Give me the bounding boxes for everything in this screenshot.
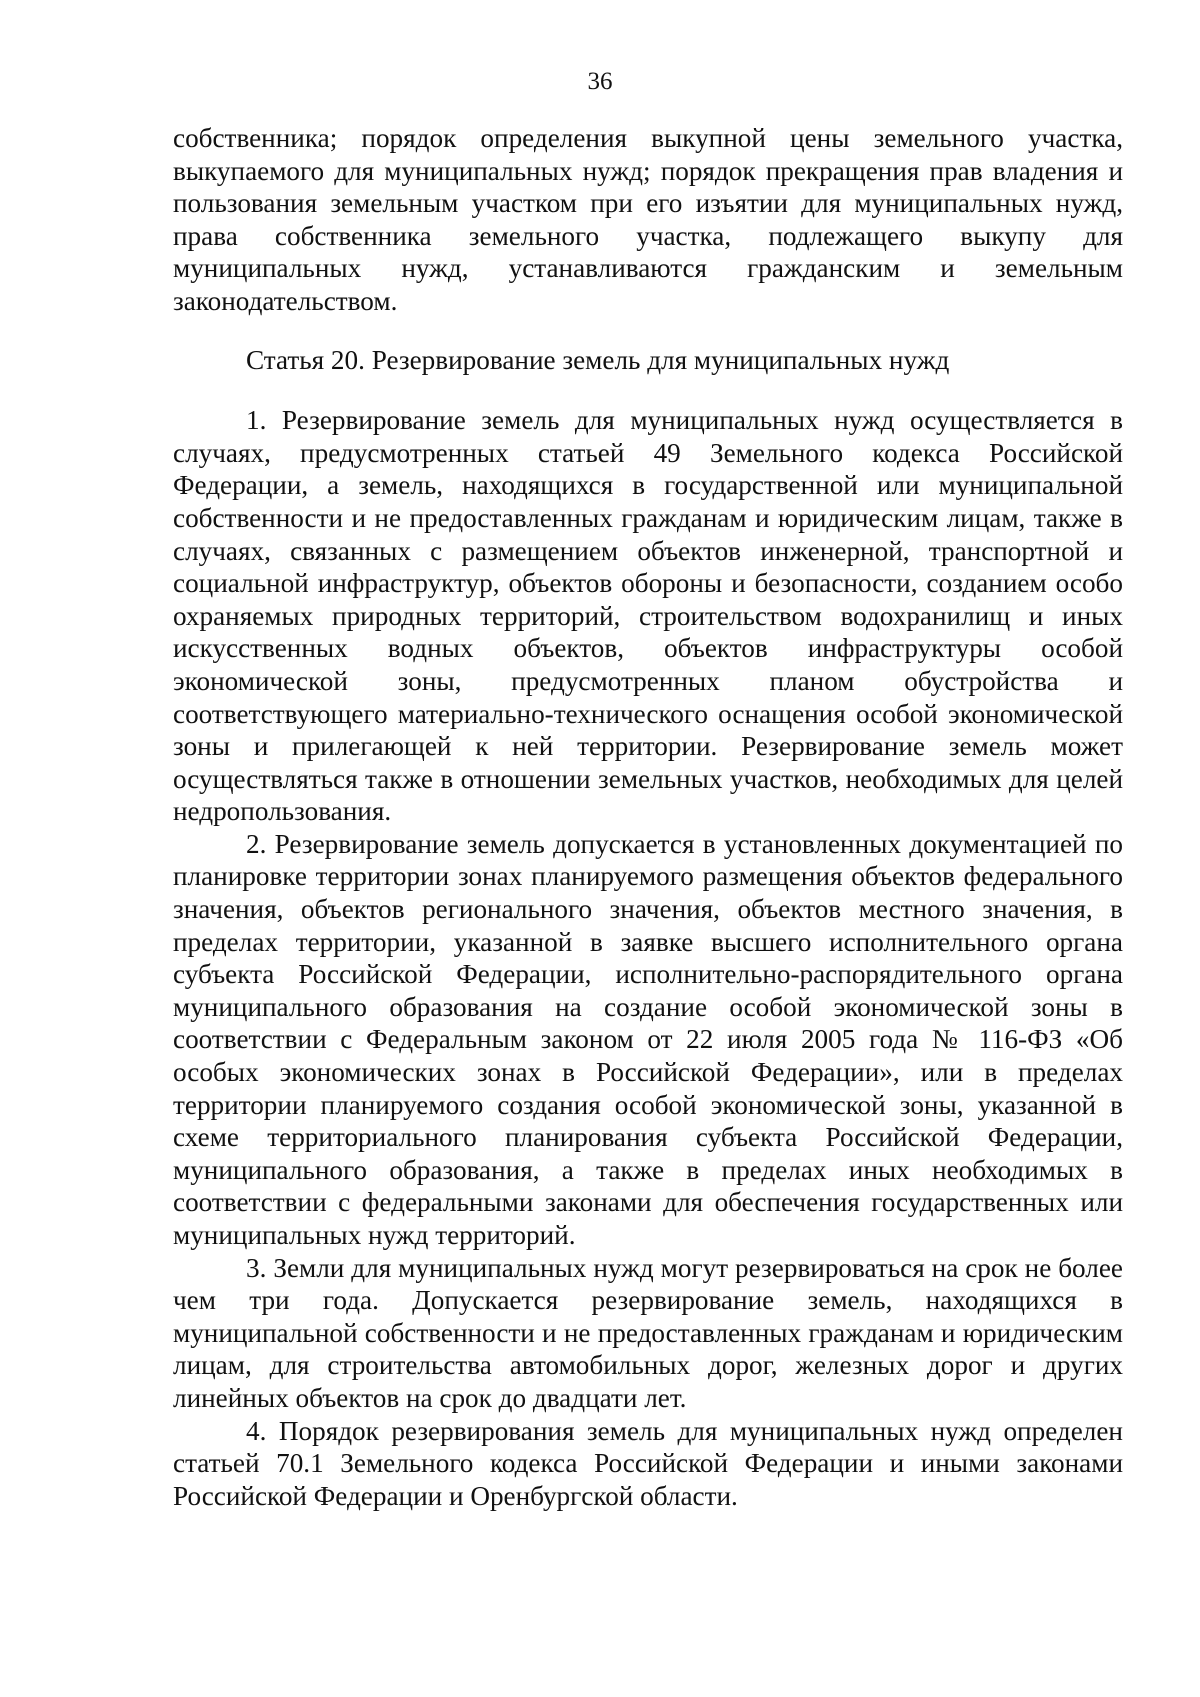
paragraph-4: 4. Порядок резервирования земель для муниципальных нужд определен статьей 70.1 Земельного кодекса Российской Федерации и иными законами Российской Федерации и Оренбургской области. xyxy=(173,1415,1123,1511)
paragraph-continuation: собственника; порядок определения выкупной цены земельного участка, выкупаемого для муниципальных нужд; порядок прекращения прав владения и пользования земельным участком при его изъятии для муниципальных нужд, права собственника земельного участка, подлежащего выкупу для муниципальных нужд, устанавливаются гражданским и земельным законодательством. xyxy=(173,123,1123,316)
paragraph-3: 3. Земли для муниципальных нужд могут резервироваться на срок не более чем три года. Допускается резервирование земель, находящихся в муниципальной собственности и не предоставленных гражданам и юридическим лицам, для строительства автомобильных дорог, железных дорог и других линейных объектов на срок до двадцати лет. xyxy=(173,1252,1123,1413)
document-body xyxy=(173,122,1123,1512)
paragraph-2: 2. Резервирование земель допускается в установленных документацией по планировке территории зонах планируемого размещения объектов федерального значения, объектов регионального значения, объектов местного значения, в пределах территории, указанной в заявке высшего исполнительного органа субъекта Российской Федерации, исполнительно-распорядительного органа муниципального образования на создание особой экономической зоны в соответствии с Федеральным законом от 22 июля 2005 года № 116-ФЗ «Об особых экономических зонах в Российской Федерации», или в пределах территории планируемого создания особой экономической зоны, указанной в схеме территориального планирования субъекта Российской Федерации, муниципального образования, а также в пределах иных необходимых в соответствии с федеральными законами для обеспечения государственных или муниципальных нужд территорий. xyxy=(173,828,1123,1250)
page-number: 36 xyxy=(587,68,613,95)
article-heading: Статья 20. Резервирование земель для муниципальных нужд xyxy=(246,344,950,375)
paragraph-1: 1. Резервирование земель для муниципальных нужд осуществляется в случаях, предусмотренных статьей 49 Земельного кодекса Российской Федерации, а земель, находящихся в государственной или муниципальной собственности и не предоставленных гражданам и юридическим лицам, также в случаях, связанных с размещением объектов инженерной, транспортной и социальной инфраструктур, объектов обороны и безопасности, созданием особо охраняемых природных территорий, строительством водохранилищ и иных искусственных водных объектов, объектов инфраструктуры особой экономической зоны, предусмотренных планом обустройства и соответствующего материально-технического оснащения особой экономической зоны и прилегающей к ней территории. Резервирование земель может осуществляться также в отношении земельных участков, необходимых для целей недропользования. xyxy=(173,405,1123,827)
